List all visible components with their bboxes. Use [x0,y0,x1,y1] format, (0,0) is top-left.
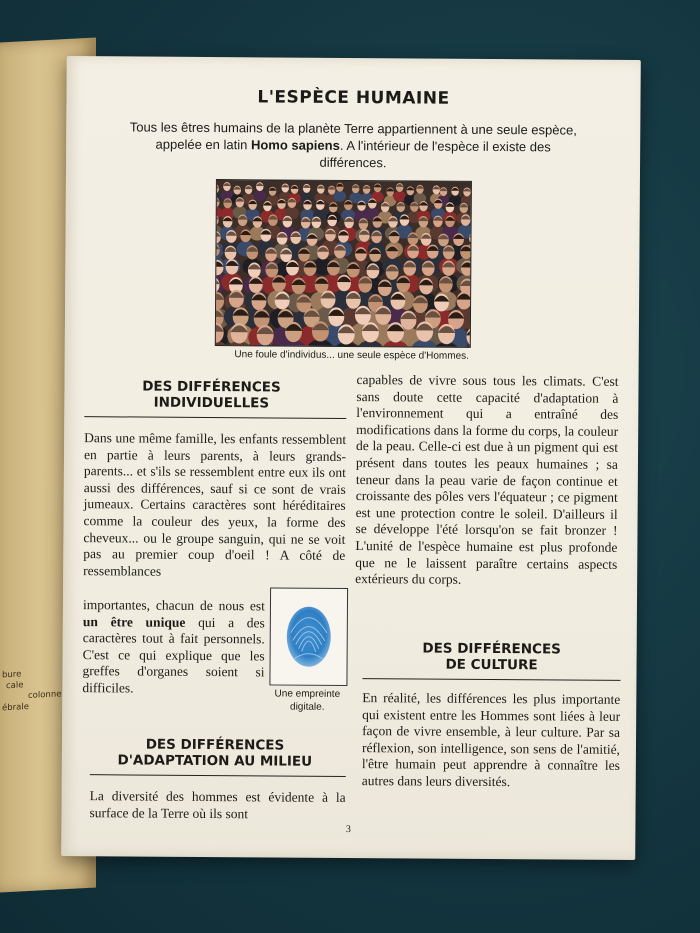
heading-divider [90,774,346,777]
crowd-photo [215,179,472,348]
crowd-person-body [393,191,406,202]
heading-line: DES DIFFÉRENCES [145,736,285,754]
crowd-photo-image [216,180,471,347]
page-number: 3 [345,823,351,836]
page-title: L'ESPÈCE HUMAINE [257,87,450,109]
heading-divider [84,416,346,419]
crowd-person-body [333,191,346,202]
heading-individual-differences [100,378,322,412]
intro-paragraph [126,118,580,172]
adaptation-paragraph: La diversité des hommes est évidente à la surface de la Terre où ils sont [89,788,346,821]
intro-text: Tous les êtres humains de la planète Terre appartiennent à une seule espèce, appelée en latin [129,119,577,153]
photo-caption: Une foule d'individus... une seule espèce d'Hommes. [234,349,470,362]
heading-line: DE CULTURE [445,656,538,674]
heading-culture-differences [369,640,615,674]
facing-page-margin-text [2,667,60,714]
heading-line: D'ADAPTATION AU MILIEU [117,752,313,770]
unique-being-emphasis: un être unique [82,613,186,630]
individual-paragraph-continued [82,597,265,698]
margin-line: ébrale [2,701,29,714]
margin-line: bure [2,669,22,681]
fingerprint-caption: Une empreinte digitale. [274,688,341,713]
heading-line: INDIVIDUELLES [153,394,270,412]
paragraph-text: qui a des caractères tout à fait personnels. C'est ce qui explique que les greffes d'organes soient si difficiles. [82,614,265,696]
heading-divider [362,678,620,681]
margin-line: colonne [28,689,62,702]
adaptation-paragraph-continued: capables de vivre sous tous les climats. C'est sans doute cette capacité d'adaptation à l'environnement qui a entraîné des modifications dans la forme du corps, la couleur de la peau. Celle-ci est due à un pigment qui est présent dans toutes les peaux humaines ; sa teneur dans la peau varie de façon continue et croissante des pôles vers l'équateur ; ce pigment est une protection contre le soleil. D'ailleurs il se développe l'été lorsqu'on se fait bronzer ! L'unité de l'espèce humaine est plus profonde que ne le laissent paraître certains aspects extérieurs du corps. [355,372,619,587]
heading-adaptation-differences [84,736,346,770]
heading-line: DES DIFFÉRENCES [422,640,561,658]
fingerprint-icon [270,588,347,685]
fingerprint-illustration [269,587,348,686]
crowd-person-body [253,190,266,201]
intro-species-name: Homo sapiens [250,137,340,153]
culture-paragraph: En réalité, les différences les plus importante qui existent entre les Hommes sont liées à leur façon de vivre ensemble, à leur culture. Par sa réflexion, son intelligence, son sens de l'amitié, l'être humain peut apprendre à connaître les autres dans leurs diversités. [361,690,621,790]
paragraph-text: importantes, chacun de nous est [82,597,266,614]
booklet-page [61,56,641,860]
intro-text-end: . A l'intérieur de l'espèce il existe des différences. [319,137,551,171]
margin-line: cale [6,680,24,692]
heading-line: DES DIFFÉRENCES [142,378,281,396]
individual-paragraph: Dans une même famille, les enfants ressemblent en partie à leurs parents, à leurs grands-parents... et s'ils se ressemblent entre eux ils ont aussi des différences, sauf si ce sont de vrais jumeaux. Certains caractères sont héréditaires comme la couleur des yeux, la forme des cheveux... ou le groupe sanguin, qui ne se voit pas au premier coup d'oeil ! A côté de ressemblances [83,430,347,579]
